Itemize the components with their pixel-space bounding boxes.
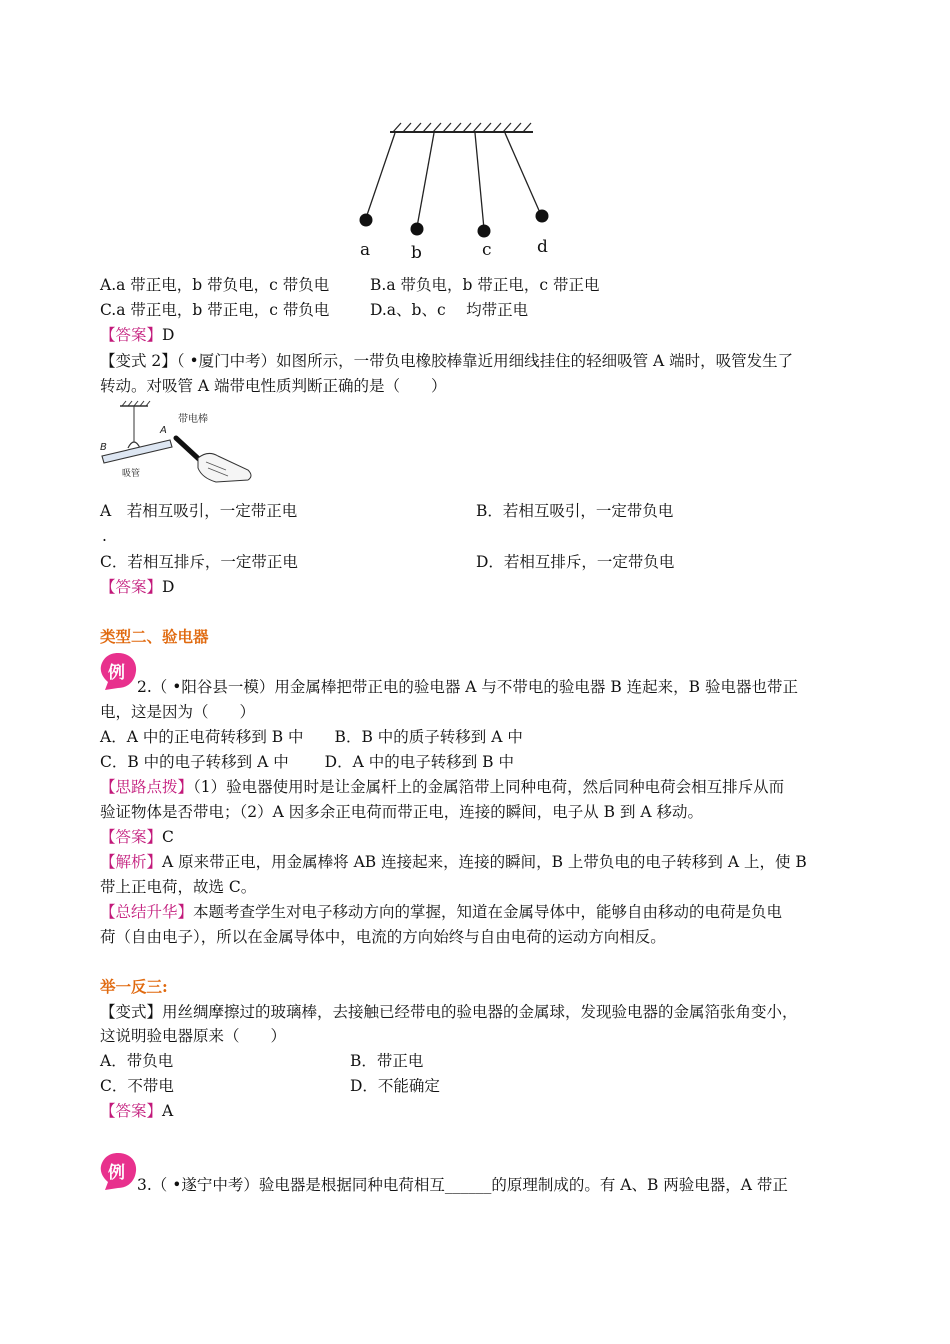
analysis-text: A 原来带正电，用金属棒将 AB 连接起来，连接的瞬间，B 上带负电的电子转移到 A 上，使 B [162, 853, 807, 871]
practice-text: 用丝绸摩擦过的玻璃棒，去接触已经带电的验电器的金属球，发现验电器的金属箔张角变小， [162, 1003, 798, 1021]
ex3-line1: 3.（ •遂宁中考）验电器是根据同种电荷相互______的原理制成的。有 A、B 两验电器，A 带正 [137, 1176, 788, 1194]
q1-option-a: A.a 带正电，b 带负电，c 带负电 [100, 276, 330, 294]
practice-line2: 这说明验电器原来（ ） [100, 1027, 287, 1045]
ball-a [360, 214, 373, 227]
ex2-analysis-line1 [100, 851, 807, 873]
practice-option-c: C．不带电 [100, 1077, 174, 1095]
q1-answer [100, 324, 174, 346]
label-c: c [482, 240, 492, 260]
variant2-text: （ •厦门中考）如图所示，一带负电橡胶棒靠近用细线挂住的轻细吸管 A 端时，吸管发生了 [176, 352, 794, 370]
practice-line1 [100, 1001, 798, 1023]
fig2-label-rod: 带电棒 [178, 414, 208, 425]
variant2-tag: 【变式 2】 [100, 352, 177, 370]
variant2-option-d: D．若相互排斥，一定带负电 [476, 553, 675, 571]
hint-text: （1）验电器使用时是让金属杆上的金属箔带上同种电荷，然后同种电荷会相互排斥从而 [193, 778, 785, 796]
variant2-line2: 转动。对吸管 A 端带电性质判断正确的是（ ） [100, 377, 447, 395]
answer-value: D [162, 326, 175, 344]
answer-tag: 【答案】 [100, 578, 163, 596]
practice-option-d: D．不能确定 [350, 1077, 440, 1095]
ex2-options-row2: C．B 中的电子转移到 A 中 D．A 中的电子转移到 B 中 [100, 753, 514, 771]
practice-option-b: B．带正电 [350, 1052, 424, 1070]
variant2-option-a: A 若相互吸引，一定带正电 [100, 502, 298, 520]
answer-value: A [162, 1102, 174, 1120]
practice-answer [100, 1100, 173, 1122]
variant2-line1 [100, 350, 793, 372]
variant2-answer [100, 576, 174, 598]
practice-option-a: A．带负电 [100, 1052, 174, 1070]
example-badge-icon [97, 1150, 139, 1192]
fig2-label-a: A [160, 425, 167, 436]
analysis-tag: 【解析】 [100, 853, 163, 871]
ex2-line1: 2.（ •阳谷县一模）用金属棒把带正电的验电器 A 与不带电的验电器 B 连起来，B 验电器也带正 [137, 678, 798, 696]
label-b: b [411, 243, 422, 263]
hanging-balls-figure [355, 120, 565, 265]
variant2-option-a-dot: . [102, 527, 107, 545]
ball-c [478, 225, 491, 238]
answer-tag: 【答案】 [100, 1102, 163, 1120]
ball-d [536, 210, 549, 223]
hint-tag: 【思路点拨】 [100, 778, 194, 796]
answer-value: D [162, 578, 175, 596]
ex2-summary-line2: 荷（自由电子），所以在金属导体中，电流的方向始终与自由电荷的运动方向相反。 [100, 928, 666, 946]
example-badge-icon [97, 650, 139, 692]
straw-rod-figure [98, 400, 258, 488]
answer-value: C [162, 828, 174, 846]
summary-tag: 【总结升华】 [100, 903, 194, 921]
variant-tag: 【变式】 [100, 1003, 163, 1021]
badge-text: 例 [108, 1163, 125, 1183]
q1-option-b: B.a 带负电，b 带正电，c 带正电 [370, 276, 600, 294]
fig2-label-b: B [100, 442, 107, 453]
ex2-answer [100, 826, 174, 848]
ball-b [411, 223, 424, 236]
label-d: d [537, 237, 548, 257]
badge-text: 例 [108, 663, 125, 683]
section-title: 类型二、验电器 [100, 627, 209, 646]
ex2-options-row1: A．A 中的正电荷转移到 B 中 B．B 中的质子转移到 A 中 [100, 728, 523, 746]
ex2-line2: 电，这是因为（ ） [100, 703, 256, 721]
answer-tag: 【答案】 [100, 326, 163, 344]
ex2-analysis-line2: 带上正电荷，故选 C。 [100, 878, 257, 896]
fig2-label-tube: 吸管 [122, 469, 141, 479]
practice-title: 举一反三: [100, 977, 168, 996]
variant2-option-c: C．若相互排斥，一定带正电 [100, 553, 298, 571]
summary-text: 本题考查学生对电子移动方向的掌握，知道在金属导体中，能够自由移动的电荷是负电 [193, 903, 783, 921]
q1-option-d: D.a、b、c 均带正电 [370, 301, 529, 319]
ex2-hint-line1 [100, 776, 784, 798]
variant2-option-b: B．若相互吸引，一定带负电 [476, 502, 674, 520]
ex2-summary-line1 [100, 901, 782, 923]
label-a: a [360, 240, 371, 260]
ex2-hint-line2: 验证物体是否带电；（2）A 因多余正电荷而带正电，连接的瞬间，电子从 B 到 A 移动。 [100, 803, 704, 821]
answer-tag: 【答案】 [100, 828, 163, 846]
q1-option-c: C.a 带正电，b 带正电，c 带负电 [100, 301, 330, 319]
